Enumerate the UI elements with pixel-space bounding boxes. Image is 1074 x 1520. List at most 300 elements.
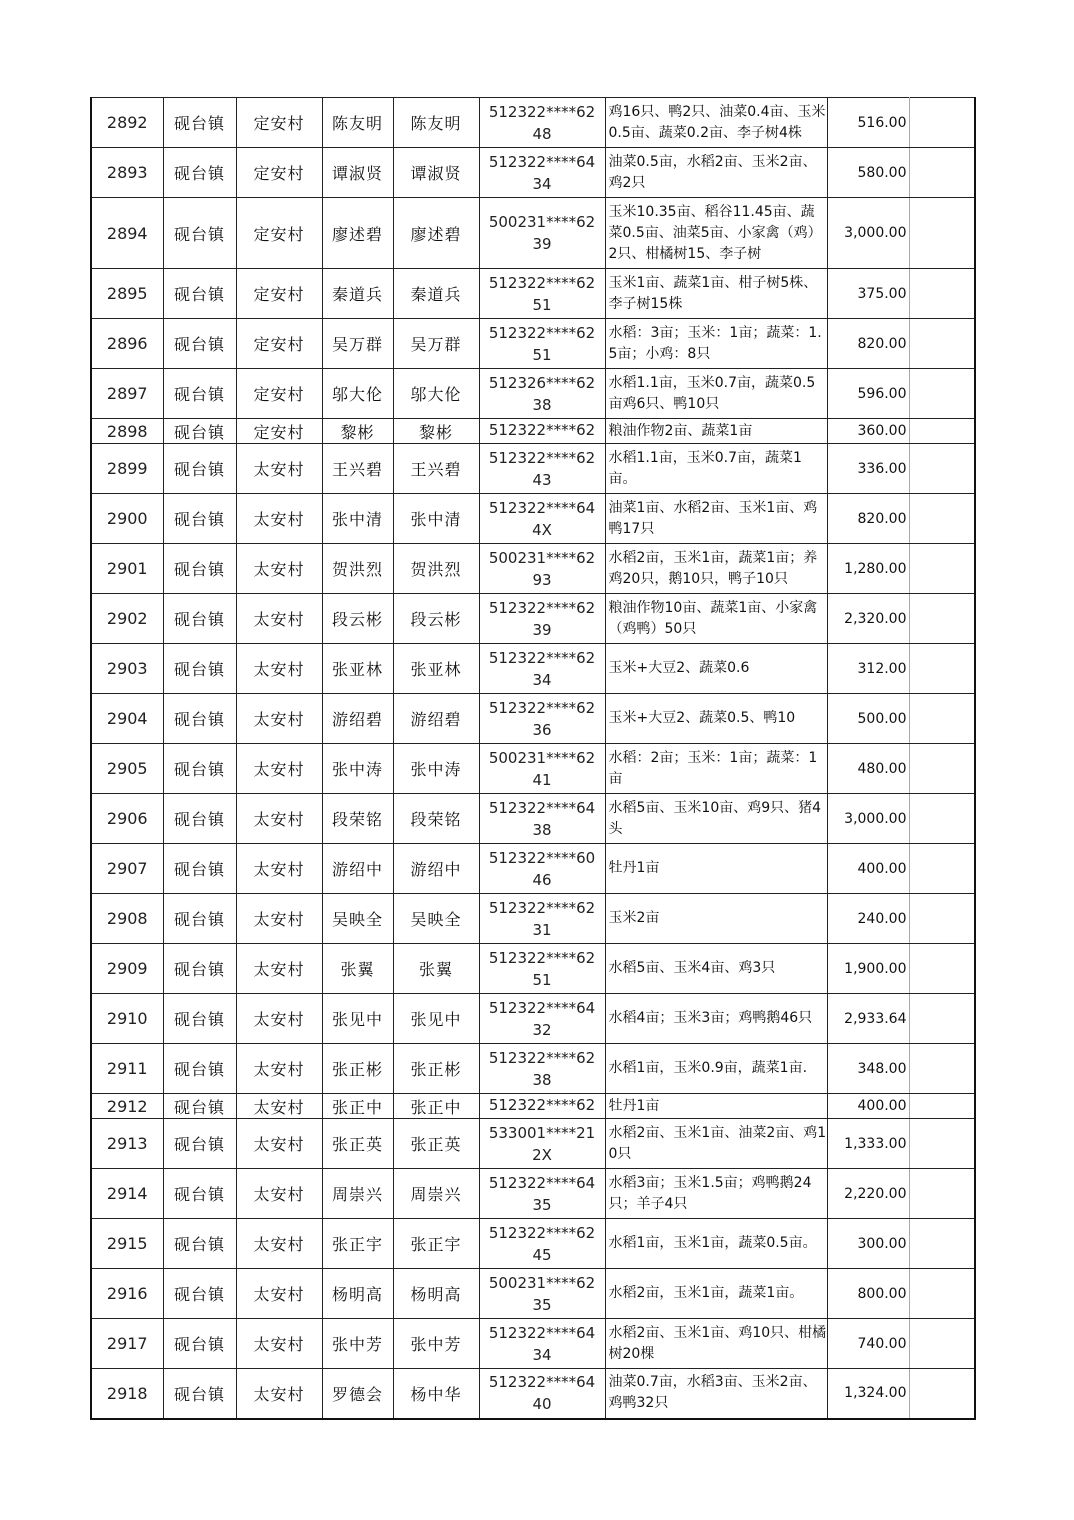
remarks-cell: [909, 369, 975, 419]
id-number-cell: [479, 319, 605, 369]
id-number-line-1: 512322****62: [488, 323, 596, 342]
id-number-line-2: 36: [532, 720, 552, 739]
table-row: [91, 148, 975, 198]
row-number-cell: 2899: [91, 444, 163, 494]
id-number-line-1: 512322****62: [488, 948, 596, 967]
table-row: [91, 1319, 975, 1369]
farmer-name-cell: 游绍碧: [322, 694, 393, 744]
planting-description-cell: [605, 1219, 827, 1269]
account-holder-cell: 谭淑贤: [393, 148, 479, 198]
town-cell: 砚台镇: [163, 744, 236, 794]
farmer-name-cell: 段云彬: [322, 594, 393, 644]
farmer-name-cell: 段荣铭: [322, 794, 393, 844]
town-cell: 砚台镇: [163, 319, 236, 369]
planting-description-text: 水稻5亩、玉米10亩、鸡9只、猪4头: [608, 799, 822, 837]
town-cell: 砚台镇: [163, 594, 236, 644]
village-cell: 太安村: [236, 1269, 322, 1319]
account-holder-cell: 贺洪烈: [393, 544, 479, 594]
amount-cell: 596.00: [827, 369, 909, 419]
planting-description-text: 水稻1亩，玉米0.9亩，蔬菜1亩.: [608, 1060, 808, 1076]
farmer-name-cell: 罗德会: [322, 1369, 393, 1419]
remarks-cell: [909, 1369, 975, 1419]
id-number-cell: [479, 1269, 605, 1319]
id-number-cell: [479, 1119, 605, 1169]
id-number-line-2: 34: [532, 670, 552, 689]
id-number-cell: [479, 198, 605, 269]
table-row: [91, 944, 975, 994]
remarks-cell: [909, 944, 975, 994]
village-cell: 定安村: [236, 148, 322, 198]
table-row: [91, 369, 975, 419]
row-number-cell: 2915: [91, 1219, 163, 1269]
town-cell: 砚台镇: [163, 944, 236, 994]
table-row: [91, 494, 975, 544]
planting-description-text: 粮油作物2亩、蔬菜1亩: [608, 422, 753, 439]
village-cell: 太安村: [236, 444, 322, 494]
account-holder-cell: 段荣铭: [393, 794, 479, 844]
row-number-cell: 2897: [91, 369, 163, 419]
planting-description-cell: [605, 944, 827, 994]
town-cell: 砚台镇: [163, 1119, 236, 1169]
village-cell: 太安村: [236, 644, 322, 694]
id-number-line-1: 500231****62: [488, 213, 596, 231]
farmer-name-cell: 张正英: [322, 1119, 393, 1169]
amount-cell: 480.00: [827, 744, 909, 794]
row-number-cell: 2903: [91, 644, 163, 694]
amount-cell: 740.00: [827, 1319, 909, 1369]
farmer-name-cell: 张亚林: [322, 644, 393, 694]
planting-description-text: 粮油作物10亩、蔬菜1亩、小家禽（鸡鸭）50只: [608, 599, 818, 637]
planting-description-text: 牡丹1亩: [608, 1097, 660, 1114]
remarks-cell: [909, 1219, 975, 1269]
row-number-cell: 2892: [91, 98, 163, 148]
planting-description-cell: [605, 694, 827, 744]
account-holder-cell: 王兴碧: [393, 444, 479, 494]
village-cell: 太安村: [236, 894, 322, 944]
ledger-body: [91, 98, 975, 1419]
planting-description-text: 油菜0.5亩，水稻2亩、玉米2亩、鸡2只: [608, 153, 817, 191]
amount-cell: 800.00: [827, 1269, 909, 1319]
planting-description-text: 水稻2亩，玉米1亩，蔬菜1亩。: [608, 1285, 804, 1301]
account-holder-cell: 邬大伦: [393, 369, 479, 419]
account-holder-cell: 张中清: [393, 494, 479, 544]
town-cell: 砚台镇: [163, 544, 236, 594]
farmer-name-cell: 邬大伦: [322, 369, 393, 419]
planting-description-text: 玉米+大豆2、蔬菜0.6: [608, 660, 750, 676]
planting-description-text: 水稻1.1亩，玉米0.7亩，蔬菜1亩。: [608, 449, 802, 487]
town-cell: 砚台镇: [163, 198, 236, 269]
planting-description-text: 水稻4亩；玉米3亩；鸡鸭鹅46只: [608, 1010, 813, 1026]
table-row: [91, 1269, 975, 1319]
planting-description-text: 水稻2亩、玉米1亩、油菜2亩、鸡10只: [608, 1124, 827, 1162]
table-row: [91, 1044, 975, 1094]
remarks-cell: [909, 794, 975, 844]
planting-description-text: 玉米10.35亩、稻谷11.45亩、蔬菜0.5亩、油菜5亩、小家禽（鸡）2只、柑橘树15、李子树: [608, 203, 822, 262]
account-holder-cell: 廖述碧: [393, 198, 479, 269]
amount-cell: 1,280.00: [827, 544, 909, 594]
id-number-line-1: 512322****64: [488, 798, 596, 817]
row-number-cell: 2900: [91, 494, 163, 544]
village-cell: 太安村: [236, 544, 322, 594]
id-number-line-2: 39: [532, 620, 552, 639]
remarks-cell: [909, 1044, 975, 1094]
planting-description-cell: [605, 794, 827, 844]
village-cell: 定安村: [236, 369, 322, 419]
id-number-cell: [479, 544, 605, 594]
id-number-line-2: 34: [532, 174, 552, 193]
town-cell: 砚台镇: [163, 694, 236, 744]
village-cell: 太安村: [236, 944, 322, 994]
amount-cell: 2,320.00: [827, 594, 909, 644]
village-cell: 太安村: [236, 1094, 322, 1119]
id-number-cell: [479, 1044, 605, 1094]
town-cell: 砚台镇: [163, 1319, 236, 1369]
account-holder-cell: 吴映全: [393, 894, 479, 944]
amount-cell: 820.00: [827, 494, 909, 544]
town-cell: 砚台镇: [163, 644, 236, 694]
table-row: [91, 1169, 975, 1219]
id-number-line-2: 38: [532, 1070, 552, 1089]
planting-description-cell: [605, 644, 827, 694]
row-number-cell: 2908: [91, 894, 163, 944]
amount-cell: 3,000.00: [827, 198, 909, 269]
table-row: [91, 198, 975, 269]
farmer-name-cell: 游绍中: [322, 844, 393, 894]
remarks-cell: [909, 1319, 975, 1369]
farmer-name-cell: 张翼: [322, 944, 393, 994]
planting-description-text: 玉米+大豆2、蔬菜0.5、鸭10: [608, 710, 796, 726]
row-number-cell: 2918: [91, 1369, 163, 1419]
remarks-cell: [909, 148, 975, 198]
row-number-cell: 2906: [91, 794, 163, 844]
planting-description-cell: [605, 994, 827, 1044]
row-number-cell: 2914: [91, 1169, 163, 1219]
remarks-cell: [909, 198, 975, 269]
amount-cell: 375.00: [827, 269, 909, 319]
id-number-line-1: 512322****64: [488, 498, 596, 517]
id-number-cell: [479, 894, 605, 944]
town-cell: 砚台镇: [163, 1044, 236, 1094]
row-number-cell: 2893: [91, 148, 163, 198]
table-row: [91, 644, 975, 694]
account-holder-cell: 张中涛: [393, 744, 479, 794]
id-number-line-1: 500231****62: [488, 548, 596, 567]
id-number-line-1: 512322****64: [488, 1323, 596, 1342]
village-cell: 太安村: [236, 1044, 322, 1094]
id-number-cell: [479, 1369, 605, 1419]
remarks-cell: [909, 844, 975, 894]
id-number-line-1: 533001****21: [488, 1123, 596, 1142]
id-number-cell: [479, 1169, 605, 1219]
remarks-cell: [909, 494, 975, 544]
table-row: [91, 744, 975, 794]
id-number-line-1: 512322****64: [488, 998, 596, 1017]
planting-description-text: 玉米2亩: [608, 910, 660, 926]
planting-description-cell: [605, 1319, 827, 1369]
remarks-cell: [909, 1094, 975, 1119]
id-number-line-1: 512322****64: [488, 1373, 596, 1392]
planting-description-text: 水稻1.1亩，玉米0.7亩，蔬菜0.5亩鸡6只、鸭10只: [608, 374, 816, 412]
row-number-cell: 2895: [91, 269, 163, 319]
id-number-line-1: 512322****62: [488, 102, 596, 121]
planting-description-cell: [605, 148, 827, 198]
amount-cell: 360.00: [827, 419, 909, 444]
row-number-cell: 2911: [91, 1044, 163, 1094]
account-holder-cell: 张正中: [393, 1094, 479, 1119]
planting-description-text: 水稻：3亩；玉米：1亩；蔬菜：1.5亩；小鸡：8只: [608, 324, 822, 362]
town-cell: 砚台镇: [163, 844, 236, 894]
id-number-line-2: 45: [532, 1245, 552, 1264]
town-cell: 砚台镇: [163, 894, 236, 944]
village-cell: 定安村: [236, 319, 322, 369]
planting-description-cell: [605, 269, 827, 319]
id-number-line-2: 31: [532, 920, 552, 939]
table-row: [91, 444, 975, 494]
account-holder-cell: 周崇兴: [393, 1169, 479, 1219]
town-cell: 砚台镇: [163, 494, 236, 544]
planting-description-text: 水稻2亩，玉米1亩，蔬菜1亩；养鸡20只，鹅10只，鸭子10只: [608, 549, 818, 587]
amount-cell: 2,220.00: [827, 1169, 909, 1219]
id-number-line-1: 512326****62: [488, 373, 596, 392]
village-cell: 太安村: [236, 1219, 322, 1269]
id-number-cell: [479, 594, 605, 644]
table-row: [91, 269, 975, 319]
village-cell: 太安村: [236, 694, 322, 744]
farmer-name-cell: 张中清: [322, 494, 393, 544]
id-number-cell: [479, 444, 605, 494]
farmer-name-cell: 张正宇: [322, 1219, 393, 1269]
table-row: [91, 419, 975, 444]
id-number-line-1: 500231****62: [488, 748, 596, 767]
id-number-line-2: 41: [532, 770, 552, 789]
account-holder-cell: 游绍碧: [393, 694, 479, 744]
farmer-name-cell: 秦道兵: [322, 269, 393, 319]
farmer-name-cell: 杨明高: [322, 1269, 393, 1319]
remarks-cell: [909, 894, 975, 944]
id-number-line-1: 512322****62: [488, 698, 596, 717]
account-holder-cell: 张正宇: [393, 1219, 479, 1269]
planting-description-text: 水稻2亩、玉米1亩、鸡10只、柑橘树20棵: [608, 1324, 827, 1362]
farmer-name-cell: 吴映全: [322, 894, 393, 944]
account-holder-cell: 张正英: [393, 1119, 479, 1169]
table-row: [91, 844, 975, 894]
farmer-name-cell: 周崇兴: [322, 1169, 393, 1219]
remarks-cell: [909, 419, 975, 444]
row-number-cell: 2910: [91, 994, 163, 1044]
id-number-line-2: 35: [532, 1295, 552, 1314]
id-number-line-2: 51: [532, 295, 552, 314]
id-number-cell: [479, 944, 605, 994]
row-number-cell: 2909: [91, 944, 163, 994]
planting-description-cell: [605, 1044, 827, 1094]
planting-description-text: 水稻3亩；玉米1.5亩；鸡鸭鹅24只；羊子4只: [608, 1174, 812, 1212]
farmer-name-cell: 张中芳: [322, 1319, 393, 1369]
id-number-line-1: 512322****62: [488, 273, 596, 292]
town-cell: 砚台镇: [163, 1094, 236, 1119]
village-cell: 太安村: [236, 794, 322, 844]
id-number-line-2: 34: [532, 1345, 552, 1364]
planting-description-cell: [605, 369, 827, 419]
row-number-cell: 2917: [91, 1319, 163, 1369]
remarks-cell: [909, 594, 975, 644]
row-number-cell: 2913: [91, 1119, 163, 1169]
id-number-line-1: 512322****62: [488, 1048, 596, 1067]
farmer-name-cell: 谭淑贤: [322, 148, 393, 198]
remarks-cell: [909, 1269, 975, 1319]
farmer-name-cell: 贺洪烈: [322, 544, 393, 594]
account-holder-cell: 秦道兵: [393, 269, 479, 319]
remarks-cell: [909, 644, 975, 694]
account-holder-cell: 黎彬: [393, 419, 479, 444]
farmer-name-cell: 廖述碧: [322, 198, 393, 269]
town-cell: 砚台镇: [163, 148, 236, 198]
planting-description-text: 油菜1亩、水稻2亩、玉米1亩、鸡鸭17只: [608, 499, 818, 537]
amount-cell: 1,900.00: [827, 944, 909, 994]
planting-description-text: 水稻1亩，玉米1亩，蔬菜0.5亩。: [608, 1235, 817, 1251]
village-cell: 太安村: [236, 994, 322, 1044]
farmer-name-cell: 张见中: [322, 994, 393, 1044]
id-number-line-2: 51: [532, 970, 552, 989]
account-holder-cell: 段云彬: [393, 594, 479, 644]
planting-description-cell: [605, 894, 827, 944]
id-number-line-1: 512322****62: [488, 421, 596, 439]
id-number-line-2: 32: [532, 1020, 552, 1039]
id-number-line-2: 51: [532, 345, 552, 364]
id-number-cell: [479, 98, 605, 148]
amount-cell: 312.00: [827, 644, 909, 694]
id-number-line-1: 512322****62: [488, 598, 596, 617]
id-number-cell: [479, 644, 605, 694]
planting-description-text: 水稻：2亩；玉米：1亩；蔬菜：1亩: [608, 749, 818, 787]
account-holder-cell: 张亚林: [393, 644, 479, 694]
id-number-line-2: 2X: [532, 1145, 552, 1164]
planting-description-cell: [605, 1119, 827, 1169]
planting-description-cell: [605, 419, 827, 444]
id-number-cell: [479, 269, 605, 319]
account-holder-cell: 吴万群: [393, 319, 479, 369]
amount-cell: 1,324.00: [827, 1369, 909, 1419]
town-cell: 砚台镇: [163, 1269, 236, 1319]
planting-description-text: 玉米1亩、蔬菜1亩、柑子树5株、李子树15株: [608, 274, 818, 312]
town-cell: 砚台镇: [163, 369, 236, 419]
farmer-name-cell: 黎彬: [322, 419, 393, 444]
planting-description-cell: [605, 319, 827, 369]
amount-cell: 1,333.00: [827, 1119, 909, 1169]
subsidy-ledger-table: [90, 97, 976, 1420]
planting-description-text: 油菜0.7亩，水稻3亩、玉米2亩、鸡鸭32只: [608, 1374, 817, 1412]
remarks-cell: [909, 1119, 975, 1169]
planting-description-cell: [605, 1369, 827, 1419]
amount-cell: 580.00: [827, 148, 909, 198]
farmer-name-cell: 吴万群: [322, 319, 393, 369]
farmer-name-cell: 张正中: [322, 1094, 393, 1119]
table-row: [91, 1119, 975, 1169]
table-row: [91, 1094, 975, 1119]
id-number-line-2: 4X: [532, 520, 552, 539]
row-number-cell: 2902: [91, 594, 163, 644]
farmer-name-cell: 王兴碧: [322, 444, 393, 494]
row-number-cell: 2905: [91, 744, 163, 794]
amount-cell: 240.00: [827, 894, 909, 944]
village-cell: 定安村: [236, 98, 322, 148]
amount-cell: 516.00: [827, 98, 909, 148]
account-holder-cell: 杨明高: [393, 1269, 479, 1319]
village-cell: 太安村: [236, 844, 322, 894]
id-number-cell: [479, 744, 605, 794]
village-cell: 太安村: [236, 1119, 322, 1169]
id-number-line-1: 512322****64: [488, 1173, 596, 1192]
town-cell: 砚台镇: [163, 444, 236, 494]
table-row: [91, 1219, 975, 1269]
amount-cell: 300.00: [827, 1219, 909, 1269]
town-cell: 砚台镇: [163, 1219, 236, 1269]
amount-cell: 400.00: [827, 1094, 909, 1119]
id-number-line-2: 40: [532, 1395, 552, 1414]
remarks-cell: [909, 269, 975, 319]
planting-description-text: 鸡16只、鸭2只、油菜0.4亩、玉米0.5亩、蔬菜0.2亩、李子树4株: [608, 103, 826, 141]
planting-description-text: 水稻5亩、玉米4亩、鸡3只: [608, 960, 776, 976]
table-row: [91, 694, 975, 744]
village-cell: 定安村: [236, 419, 322, 444]
table-row: [91, 319, 975, 369]
id-number-cell: [479, 1319, 605, 1369]
town-cell: 砚台镇: [163, 269, 236, 319]
table-row: [91, 994, 975, 1044]
planting-description-cell: [605, 594, 827, 644]
village-cell: 定安村: [236, 269, 322, 319]
account-holder-cell: 杨中华: [393, 1369, 479, 1419]
amount-cell: 348.00: [827, 1044, 909, 1094]
amount-cell: 400.00: [827, 844, 909, 894]
row-number-cell: 2901: [91, 544, 163, 594]
table-row: [91, 544, 975, 594]
remarks-cell: [909, 319, 975, 369]
amount-cell: 336.00: [827, 444, 909, 494]
id-number-cell: [479, 419, 605, 444]
id-number-cell: [479, 369, 605, 419]
id-number-line-1: 512322****62: [488, 648, 596, 667]
village-cell: 太安村: [236, 594, 322, 644]
planting-description-cell: [605, 744, 827, 794]
planting-description-text: 牡丹1亩: [608, 860, 660, 876]
village-cell: 太安村: [236, 1169, 322, 1219]
id-number-line-1: 512322****64: [488, 152, 596, 171]
remarks-cell: [909, 1169, 975, 1219]
id-number-cell: [479, 694, 605, 744]
id-number-cell: [479, 794, 605, 844]
id-number-line-2: 48: [532, 124, 552, 143]
id-number-line-1: 500231****62: [488, 1273, 596, 1292]
remarks-cell: [909, 994, 975, 1044]
table-row: [91, 1369, 975, 1419]
id-number-line-1: 512322****62: [488, 448, 596, 467]
id-number-line-2: 35: [532, 1195, 552, 1214]
planting-description-cell: [605, 494, 827, 544]
amount-cell: 2,933.64: [827, 994, 909, 1044]
farmer-name-cell: 张正彬: [322, 1044, 393, 1094]
town-cell: 砚台镇: [163, 1169, 236, 1219]
id-number-line-2: 46: [532, 870, 552, 889]
planting-description-cell: [605, 198, 827, 269]
town-cell: 砚台镇: [163, 1369, 236, 1419]
row-number-cell: 2904: [91, 694, 163, 744]
table-row: [91, 894, 975, 944]
village-cell: 太安村: [236, 1319, 322, 1369]
remarks-cell: [909, 98, 975, 148]
id-number-line-2: 93: [532, 570, 552, 589]
planting-description-cell: [605, 544, 827, 594]
account-holder-cell: 游绍中: [393, 844, 479, 894]
